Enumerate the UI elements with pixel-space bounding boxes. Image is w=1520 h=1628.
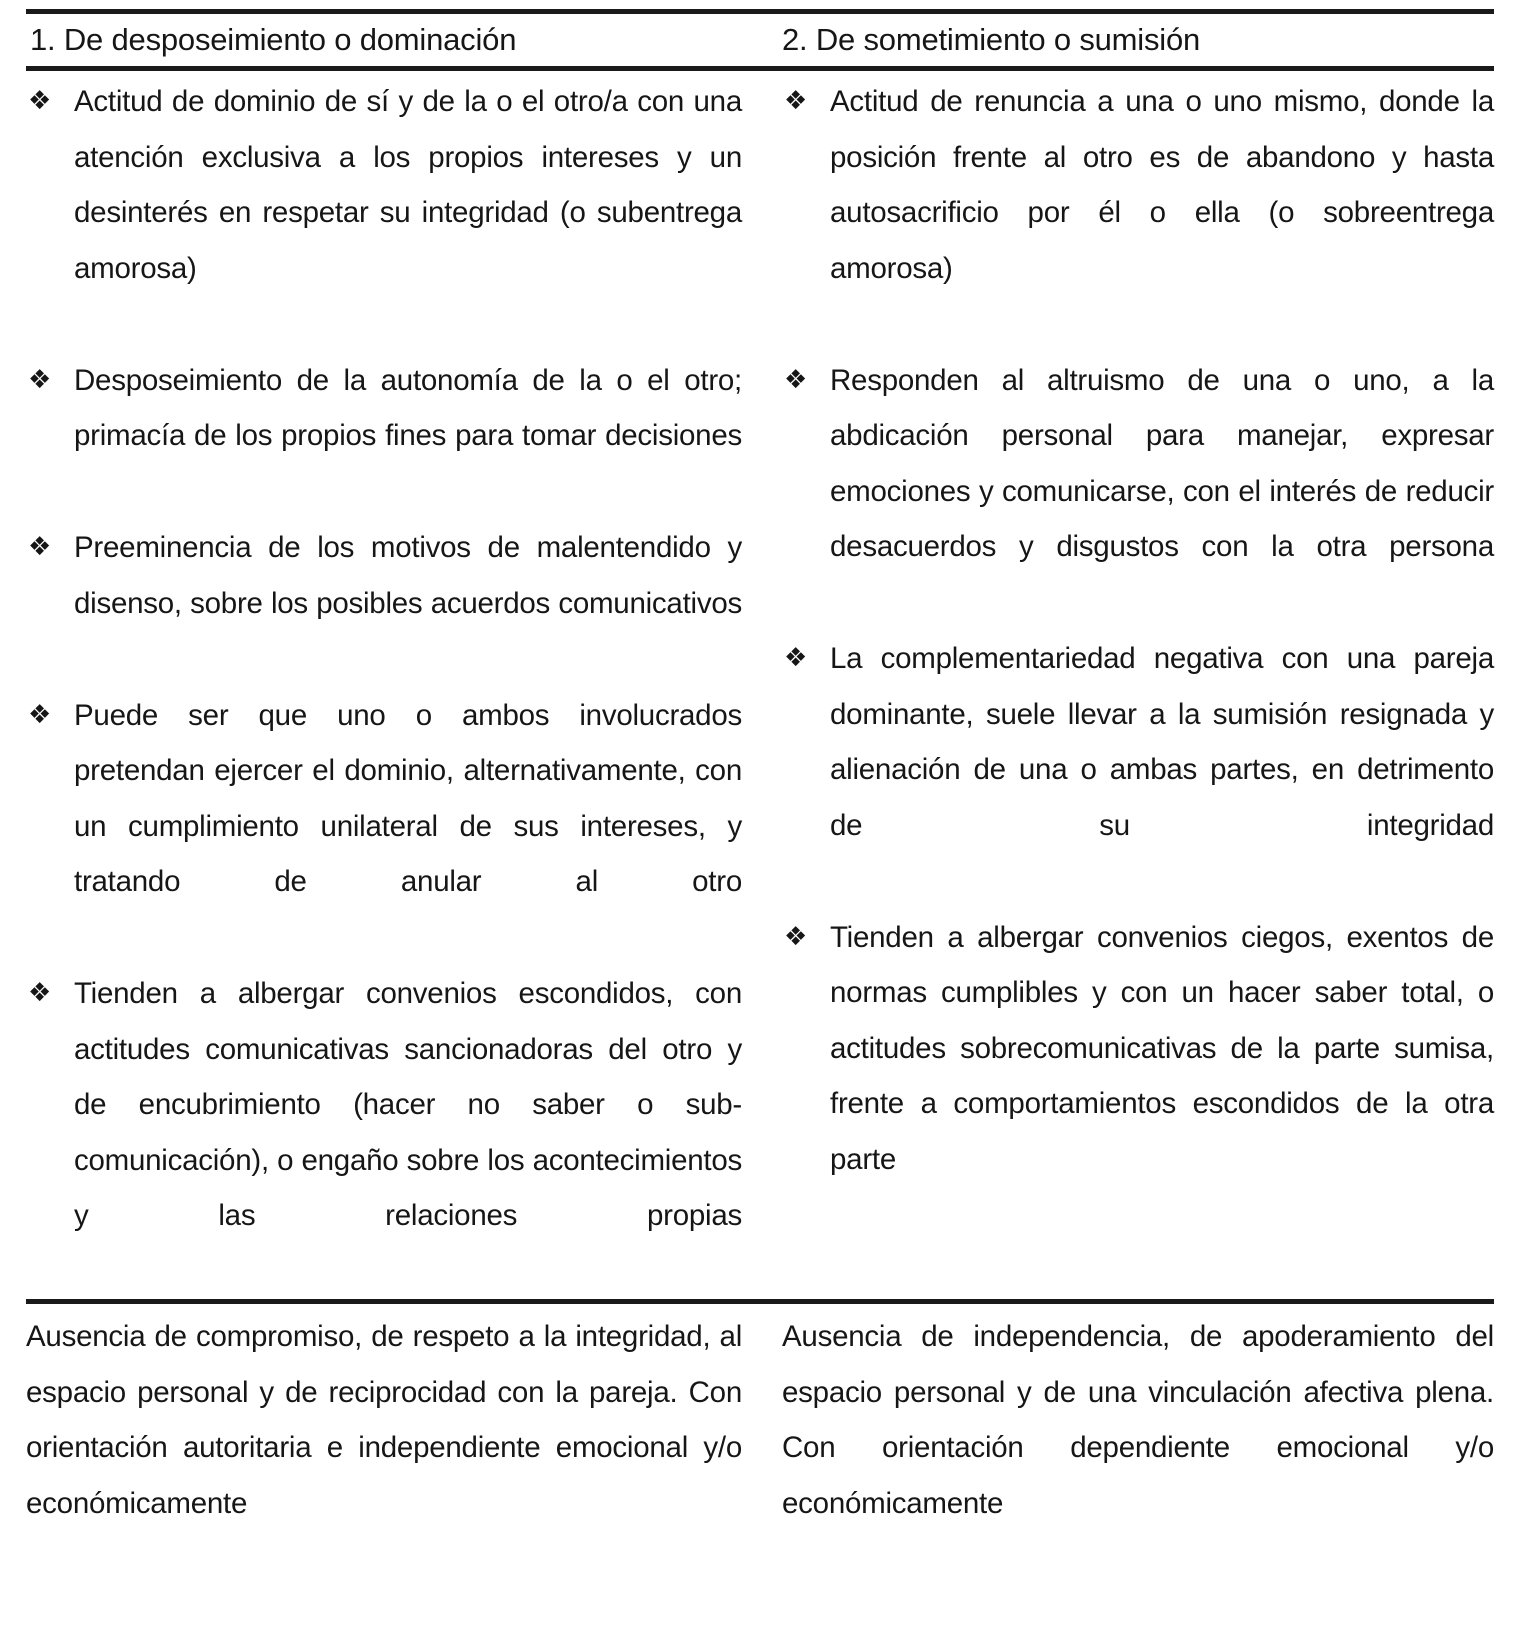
- table-summary-rule: [26, 1299, 1494, 1304]
- table-body-row: [26, 74, 1494, 1300]
- table-header-row: [26, 14, 1494, 66]
- list-item-text: La complementariedad negativa con una pareja dominante, suele llevar a la sumisión resignada y alienación de una o ambas partes, en detrimento de su integridad: [830, 642, 1494, 842]
- column-2-bullet-list: [782, 74, 1494, 1243]
- list-item-text: Desposeimiento de la autonomía de la o el otro; primacía de los propios fines para tomar decisiones: [74, 363, 742, 452]
- list-item-text: Responden al altruismo de una o uno, a la abdicación personal para manejar, expresar emociones y comunicarse, con el interés de reducir desacuerdos y disgustos con la otra persona: [830, 363, 1494, 563]
- list-item-text: Actitud de renuncia a una o uno mismo, donde la posición frente al otro es de abandono y hasta autosacrificio por él o ella (o sobreentrega amorosa): [830, 85, 1494, 285]
- table-summary-row: [26, 1309, 1494, 1587]
- diamond-bullet-icon: ❖: [784, 364, 808, 395]
- list-item: [782, 74, 1494, 352]
- column-1-header: 1. De desposeimiento o dominación: [30, 22, 517, 57]
- list-item-text: Actitud de dominio de sí y de la o el otro/a con una atención exclusiva a los propios intereses y un desinterés en respetar su integridad (o subentrega amorosa): [74, 85, 742, 285]
- diamond-bullet-icon: ❖: [784, 86, 808, 116]
- column-1-summary: Ausencia de compromiso, de respeto a la integridad, al espacio personal y de reciprocidad con la pareja. Con orientación autoritaria e independiente emocional y/o económicamente: [26, 1320, 742, 1520]
- diamond-bullet-icon: ❖: [28, 86, 52, 116]
- list-item: [26, 966, 742, 1299]
- list-item-text: Preeminencia de los motivos de malentendido y disenso, sobre los posibles acuerdos comunicativos: [74, 531, 742, 620]
- diamond-bullet-icon: ❖: [28, 978, 52, 1008]
- list-item-text: Tienden a albergar convenios escondidos, con actitudes comunicativas sancionadoras del otro y de encubrimiento (hacer no saber o sub-comunicación), o engaño sobre los acontecimientos y las relaciones propias: [74, 977, 742, 1232]
- column-2-header: 2. De sometimiento o sumisión: [782, 22, 1201, 57]
- diamond-bullet-icon: ❖: [28, 699, 52, 730]
- diamond-bullet-icon: ❖: [784, 921, 808, 952]
- list-item: [26, 688, 742, 966]
- list-item-text: Tienden a albergar convenios ciegos, exentos de normas cumplibles y con un hacer saber total, o actitudes sobrecomunicativas de la parte sumisa, frente a comportamientos escondidos de la otra parte: [830, 920, 1494, 1176]
- table-header-rule: [26, 66, 1494, 71]
- diamond-bullet-icon: ❖: [28, 364, 52, 395]
- column-2-body: [768, 74, 1494, 1300]
- diamond-bullet-icon: ❖: [28, 532, 52, 562]
- list-item: [782, 631, 1494, 909]
- list-item: [26, 520, 742, 687]
- table-header-cell-2: [768, 14, 1494, 66]
- column-1-bullet-list: [26, 74, 742, 1299]
- table-header-cell-1: [26, 14, 768, 66]
- column-1-body: [26, 74, 768, 1300]
- list-item: [782, 910, 1494, 1243]
- list-item-text: Puede ser que uno o ambos involucrados pretendan ejercer el dominio, alternativamente, con un cumplimiento unilateral de sus intereses, y tratando de anular al otro: [74, 698, 742, 898]
- diamond-bullet-icon: ❖: [784, 643, 808, 673]
- column-2-summary: Ausencia de independencia, de apoderamiento del espacio personal y de una vinculación afectiva plena. Con orientación dependiente emocional y/o económicamente: [782, 1320, 1494, 1520]
- list-item: [26, 74, 742, 352]
- list-item: [782, 353, 1494, 631]
- list-item: [26, 353, 742, 520]
